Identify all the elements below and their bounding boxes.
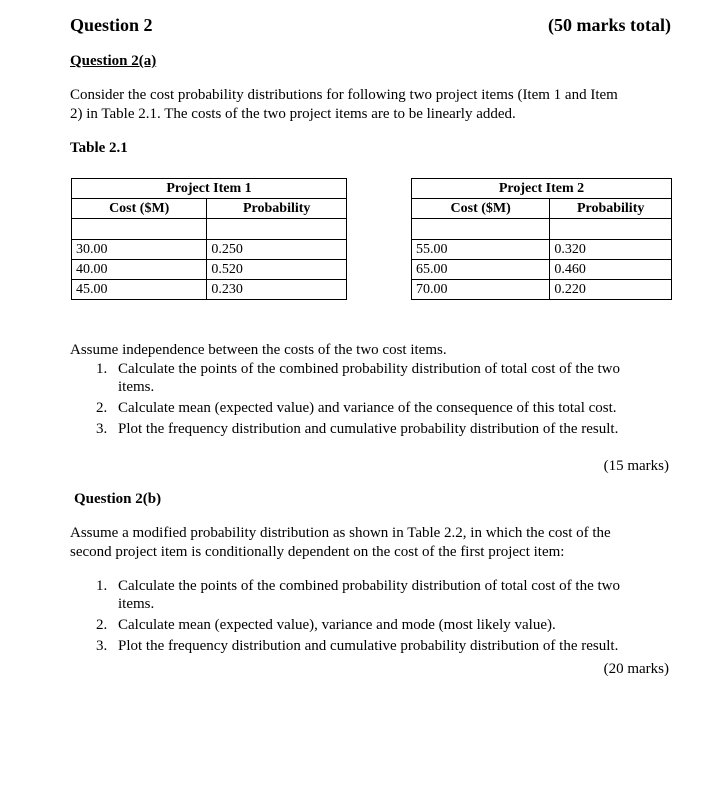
blank-cell (207, 219, 347, 240)
blank-cell (72, 219, 207, 240)
part-b-intro-line1: Assume a modified probability distribution as shown in Table 2.2, in which the cost of the (70, 525, 611, 541)
part-a-intro-line1: Consider the cost probability distributions for following two project items (Item 1 and Item (70, 87, 618, 103)
project-item-1-table (71, 178, 347, 300)
list-item (74, 360, 674, 396)
project-item-2-table (411, 178, 672, 300)
task-text-cont: items. (118, 379, 155, 395)
cost-cell: 65.00 (412, 260, 550, 280)
task-text: Calculate mean (expected value) and variance of the consequence of this total cost. (118, 400, 617, 416)
part-b-marks: (20 marks) (603, 661, 669, 677)
task-text: Calculate mean (expected value), variance and mode (most likely value). (118, 617, 556, 633)
part-b-task-list (74, 577, 674, 655)
table-row (72, 260, 347, 280)
cost-cell: 55.00 (412, 240, 550, 260)
part-a-intro-line2: 2) in Table 2.1. The costs of the two project items are to be linearly added. (70, 106, 516, 122)
cost-cell: 30.00 (72, 240, 207, 260)
table-row (412, 240, 672, 260)
item2-col-prob: Probability (550, 199, 672, 219)
list-item (74, 577, 674, 613)
task-number: 1. (96, 578, 108, 594)
part-a-heading: Question 2(a) (70, 53, 157, 69)
table-row (412, 280, 672, 300)
list-item (74, 399, 674, 417)
prob-cell: 0.320 (550, 240, 672, 260)
item1-col-cost: Cost ($M) (72, 199, 207, 219)
prob-cell: 0.220 (550, 280, 672, 300)
list-item (74, 637, 674, 655)
task-number: 3. (96, 638, 108, 654)
task-text-cont: items. (118, 596, 155, 612)
item1-col-prob: Probability (207, 199, 347, 219)
part-a-assumption: Assume independence between the costs of the two cost items. (70, 342, 447, 358)
prob-cell: 0.250 (207, 240, 347, 260)
part-b-heading: Question 2(b) (74, 491, 162, 507)
task-number: 2. (96, 400, 108, 416)
task-number: 2. (96, 617, 108, 633)
list-item (74, 420, 674, 438)
item1-title: Project Item 1 (72, 179, 347, 199)
table-2-1-label: Table 2.1 (70, 140, 128, 156)
question-title: Question 2 (70, 15, 153, 35)
cost-cell: 45.00 (72, 280, 207, 300)
prob-cell: 0.460 (550, 260, 672, 280)
task-text: Calculate the points of the combined probability distribution of total cost of the two (118, 578, 620, 594)
task-text: Plot the frequency distribution and cumulative probability distribution of the result. (118, 421, 619, 437)
part-a-marks: (15 marks) (603, 458, 669, 474)
table-row (72, 280, 347, 300)
task-text: Plot the frequency distribution and cumulative probability distribution of the result. (118, 638, 619, 654)
item2-title: Project Item 2 (412, 179, 672, 199)
list-item (74, 616, 674, 634)
part-a-task-list (74, 360, 674, 438)
total-marks: (50 marks total) (548, 15, 671, 35)
prob-cell: 0.230 (207, 280, 347, 300)
part-b-intro-line2: second project item is conditionally dependent on the cost of the first project item: (70, 544, 565, 560)
table-row (72, 240, 347, 260)
task-number: 3. (96, 421, 108, 437)
cost-cell: 70.00 (412, 280, 550, 300)
item2-col-cost: Cost ($M) (412, 199, 550, 219)
task-text: Calculate the points of the combined probability distribution of total cost of the two (118, 361, 620, 377)
cost-cell: 40.00 (72, 260, 207, 280)
table-row (412, 260, 672, 280)
task-number: 1. (96, 361, 108, 377)
blank-cell (550, 219, 672, 240)
blank-cell (412, 219, 550, 240)
prob-cell: 0.520 (207, 260, 347, 280)
